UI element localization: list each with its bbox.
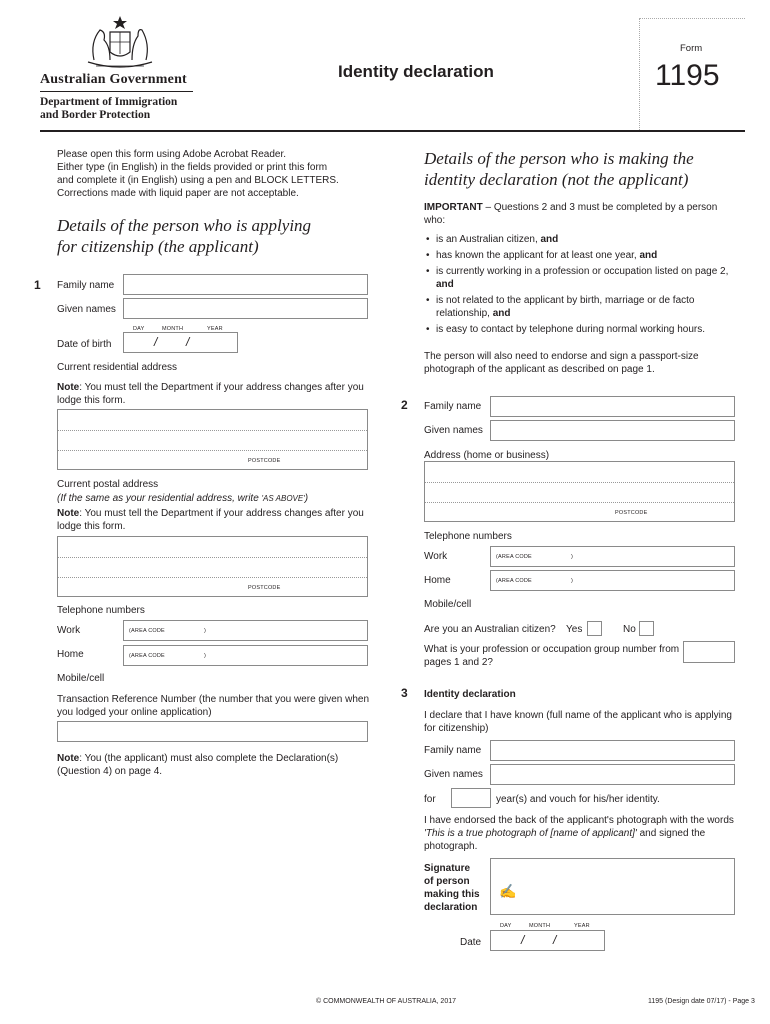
- postcode-caption: POSTCODE: [615, 510, 648, 516]
- footer-copyright: © COMMONWEALTH OF AUSTRALIA, 2017: [316, 998, 456, 1005]
- list-item: • is easy to contact by telephone during normal working hours.: [424, 323, 729, 336]
- dob-slash-2: /: [186, 335, 190, 349]
- trn-input[interactable]: [57, 721, 368, 742]
- years-vouch-text: year(s) and vouch for his/her identity.: [496, 794, 660, 805]
- header-rule: [40, 130, 745, 132]
- years-known-input[interactable]: [451, 788, 491, 808]
- citizen-no-checkbox[interactable]: [639, 621, 654, 636]
- declarant-mobile-label: Mobile/cell: [424, 599, 472, 610]
- dob-year-caption: YEAR: [207, 326, 223, 332]
- trn-label: [57, 693, 377, 719]
- postal-hint-2: 'AS ABOVE': [261, 494, 305, 503]
- endorse-line-1: The person will also need to endorse and sign a passport-size: [424, 351, 699, 362]
- gov-divider: [40, 91, 193, 92]
- question-3-number: 3: [401, 686, 408, 700]
- mobile-label: Mobile/cell: [57, 673, 105, 684]
- residential-address-input[interactable]: [57, 409, 368, 470]
- declarant-given-names-input[interactable]: [490, 420, 735, 441]
- postal-note: [57, 507, 377, 533]
- note-text: : You must tell the Department if your address changes after you: [79, 508, 364, 519]
- area-code-caption: (AREA CODE: [496, 554, 532, 560]
- date-day-caption: DAY: [500, 923, 512, 929]
- applicant-family-name-label-q3: Family name: [424, 745, 482, 756]
- profession-number-input[interactable]: [683, 641, 735, 663]
- given-names-label: Given names: [57, 304, 116, 315]
- applicant-title-line-2: for citizenship (the applicant): [57, 237, 259, 256]
- form-label: Form: [680, 43, 703, 54]
- applicant-family-name-input[interactable]: [123, 274, 368, 295]
- endorsed-line-3: photograph.: [424, 841, 478, 852]
- work-phone-label: Work: [57, 625, 81, 636]
- address-line: [425, 482, 734, 483]
- area-code-close: ): [204, 628, 207, 634]
- note-text: : You must tell the Department if your address changes after you: [79, 382, 364, 393]
- question-2-number: 2: [401, 398, 408, 412]
- endorse-text: [424, 350, 744, 376]
- government-name: Australian Government: [40, 72, 187, 87]
- area-code-caption: (AREA CODE: [129, 628, 165, 634]
- note-text-2: lodge this form.: [57, 395, 126, 406]
- address-line: [425, 502, 734, 503]
- declarant-title-line-1: Details of the person who is making the: [424, 149, 694, 168]
- note-label: Note: [57, 508, 80, 519]
- important-who: who:: [424, 215, 446, 226]
- citizen-yes-checkbox[interactable]: [587, 621, 602, 636]
- trn-label-2: you lodged your online application): [57, 707, 212, 718]
- area-code-caption: (AREA CODE: [496, 578, 532, 584]
- applicant-title-line-1: Details of the person who is applying: [57, 216, 312, 235]
- intro-line-3: and complete it (in English) using a pen and BLOCK LETTERS.: [57, 175, 339, 186]
- question-3-title: Identity declaration: [424, 689, 516, 700]
- declarant-title-line-2: identity declaration (not the applicant): [424, 170, 689, 189]
- residential-note: [57, 381, 377, 407]
- declarant-given-names-label: Given names: [424, 425, 483, 436]
- declarant-address-input[interactable]: [424, 461, 735, 522]
- signature-field[interactable]: [490, 858, 735, 915]
- endorsed-quote: 'This is a true photograph of [name of applicant]': [424, 828, 637, 839]
- important-label: IMPORTANT: [424, 202, 483, 213]
- date-label: Date: [460, 937, 482, 948]
- trn-label-1: Transaction Reference Number (the number that you were given when: [57, 694, 370, 705]
- postal-hint: [57, 492, 377, 505]
- footer-design-date: 1195 (Design date 07/17) - Page 3: [648, 998, 755, 1005]
- declarant-family-name-label: Family name: [424, 401, 482, 412]
- address-line: [58, 450, 367, 451]
- applicant-home-phone-input[interactable]: [123, 645, 368, 666]
- applicant-section-title: [57, 215, 311, 257]
- declarant-family-name-input[interactable]: [490, 396, 735, 417]
- signature-label: Signature of person making this declaration: [424, 863, 480, 913]
- postcode-caption: POSTCODE: [248, 585, 281, 591]
- dob-label: Date of birth: [57, 339, 112, 350]
- important-text: – Questions 2 and 3 must be completed by a person: [482, 202, 718, 213]
- q3-given-names-input[interactable]: [490, 764, 735, 785]
- area-code-close: ): [571, 578, 574, 584]
- for-label: for: [424, 794, 436, 805]
- declare-text: [424, 709, 744, 735]
- date-slash-2: /: [553, 933, 557, 947]
- declarant-section-title: [424, 148, 694, 190]
- intro-line-4: Corrections made with liquid paper are not acceptable.: [57, 188, 299, 199]
- note-label: Note: [57, 382, 80, 393]
- list-item: • has known the applicant for at least one year, and: [424, 249, 729, 262]
- home-phone-label: Home: [57, 649, 84, 660]
- profession-line-1: What is your profession or occupation group number from: [424, 644, 680, 655]
- final-note: [57, 752, 377, 778]
- declarant-home-phone-input[interactable]: [490, 570, 735, 591]
- date-year-caption: YEAR: [574, 923, 590, 929]
- list-item: • is currently working in a profession or occupation listed on page 2, and: [424, 265, 729, 291]
- pen-icon: ✍: [499, 883, 517, 899]
- declarant-work-phone-label: Work: [424, 551, 448, 562]
- address-line: [58, 577, 367, 578]
- declarant-work-phone-input[interactable]: [490, 546, 735, 567]
- note-label: Note: [57, 753, 80, 764]
- endorsed-line-1: I have endorsed the back of the applicant's photograph with the words: [424, 815, 734, 826]
- address-line: [58, 557, 367, 558]
- no-label: No: [623, 624, 636, 635]
- declare-line-2: for citizenship): [424, 723, 489, 734]
- dob-day-caption: DAY: [133, 326, 145, 332]
- form-number-box: [639, 18, 745, 130]
- page-title: Identity declaration: [338, 62, 494, 81]
- postal-address-input[interactable]: [57, 536, 368, 597]
- list-item: • is an Australian citizen, and: [424, 233, 729, 246]
- applicant-given-names-label-q3: Given names: [424, 769, 483, 780]
- form-number: 1195: [655, 59, 720, 92]
- dob-slash-1: /: [154, 335, 158, 349]
- final-note-1: : You (the applicant) must also complete the Declaration(s): [79, 753, 339, 764]
- declarant-telephone-label: Telephone numbers: [424, 531, 512, 542]
- dob-month-caption: MONTH: [162, 326, 184, 332]
- telephone-label: Telephone numbers: [57, 605, 145, 616]
- requirements-list: [424, 233, 729, 339]
- intro-line-2: Either type (in English) in the fields provided or print this form: [57, 162, 328, 173]
- department-line-2: and Border Protection: [40, 109, 151, 121]
- intro-text: [57, 148, 377, 200]
- profession-line-2: pages 1 and 2?: [424, 657, 493, 668]
- postal-label: Current postal address: [57, 479, 159, 490]
- declare-line-1: I declare that I have known (full name of the applicant who is applying: [424, 710, 732, 721]
- q3-family-name-input[interactable]: [490, 740, 735, 761]
- area-code-close: ): [204, 653, 207, 659]
- list-item: • is not related to the applicant by birth, marriage or de facto relationship, and: [424, 294, 729, 320]
- note-text-2: lodge this form.: [57, 521, 126, 532]
- question-1-number: 1: [34, 278, 41, 292]
- declarant-home-phone-label: Home: [424, 575, 451, 586]
- profession-question: [424, 643, 684, 669]
- area-code-close: ): [571, 554, 574, 560]
- applicant-given-names-input[interactable]: [123, 298, 368, 319]
- endorsed-text: [424, 814, 744, 853]
- date-month-caption: MONTH: [529, 923, 551, 929]
- postcode-caption: POSTCODE: [248, 458, 281, 464]
- residential-label: Current residential address: [57, 362, 178, 373]
- dob-input[interactable]: [123, 332, 238, 353]
- declaration-date-input[interactable]: [490, 930, 605, 951]
- department-line-1: Department of Immigration: [40, 96, 178, 108]
- endorse-line-2: photograph of the applicant as described on page 1.: [424, 364, 655, 375]
- area-code-caption: (AREA CODE: [129, 653, 165, 659]
- yes-label: Yes: [566, 624, 583, 635]
- citizen-question: Are you an Australian citizen?: [424, 624, 556, 635]
- date-slash-1: /: [521, 933, 525, 947]
- address-line: [58, 430, 367, 431]
- family-name-label: Family name: [57, 280, 115, 291]
- applicant-work-phone-input[interactable]: [123, 620, 368, 641]
- postal-hint-3: ): [304, 493, 309, 504]
- postal-hint-1: (If the same as your residential address, write: [57, 493, 262, 504]
- endorsed-line-2: and signed the: [636, 828, 706, 839]
- declarant-address-label: Address (home or business): [424, 450, 550, 461]
- intro-line-1: Please open this form using Adobe Acrobat Reader.: [57, 149, 287, 160]
- final-note-2: (Question 4) on page 4.: [57, 766, 163, 777]
- coat-of-arms-logo: [82, 14, 158, 70]
- important-notice: [424, 201, 744, 227]
